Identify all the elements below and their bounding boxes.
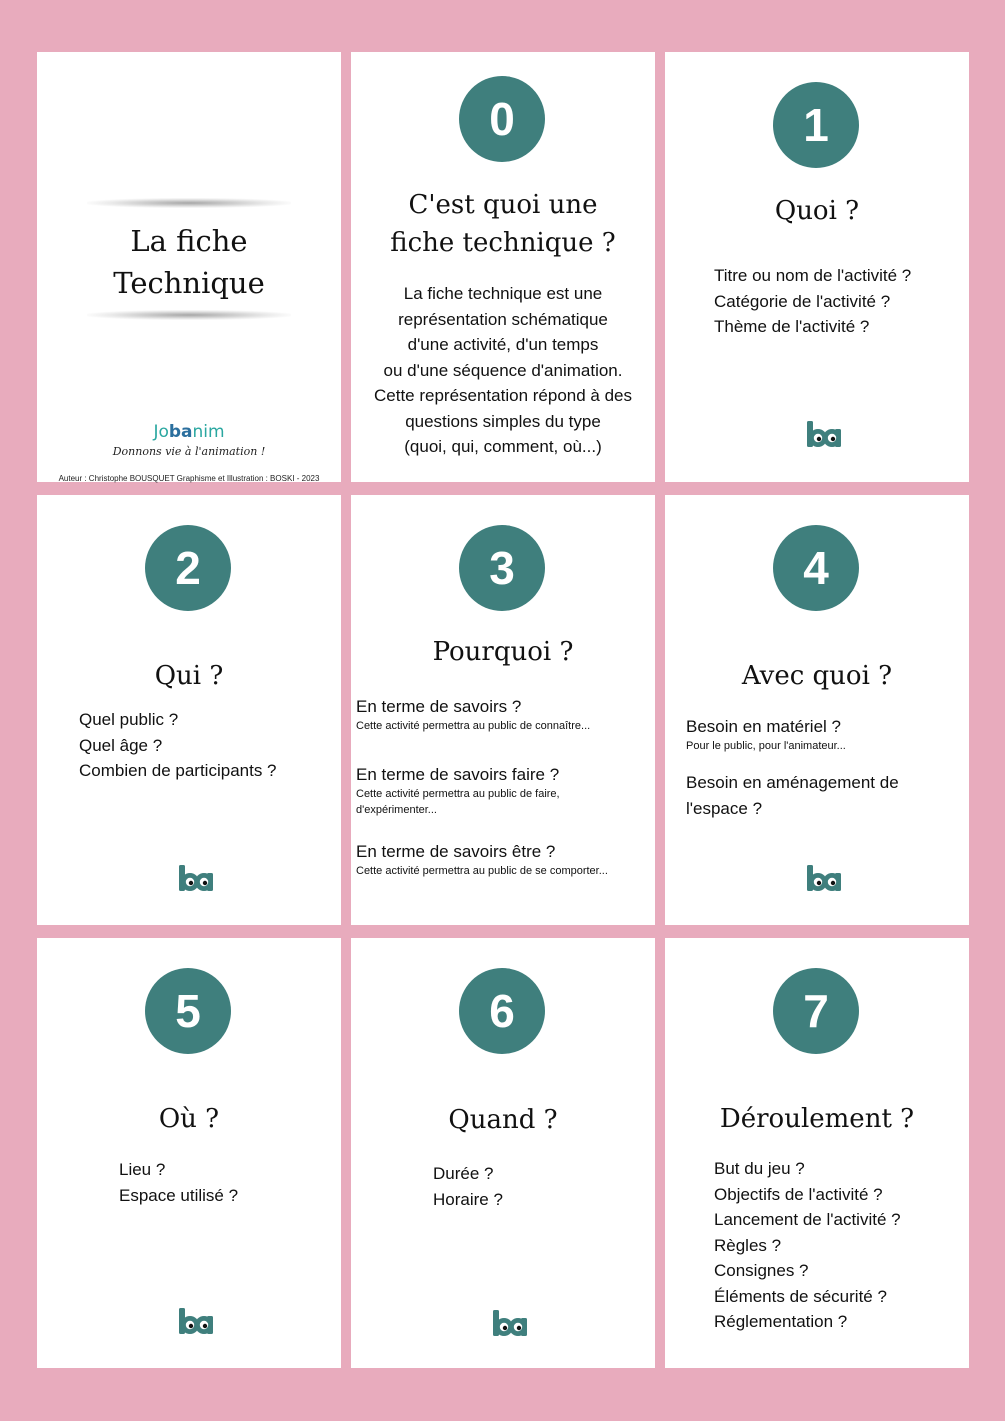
cover-divider-bottom [87,310,291,320]
card-title: Qui ? [154,661,224,691]
brand-tagline: Donnons vie à l'animation ! [112,445,266,458]
number-badge: 2 [145,525,231,611]
card-1 [665,52,969,482]
card-sections: En terme de savoirs ? Cette activité permettra au public de connaître... En terme de savoirs faire ? Cette activité permettra au public de faire, d'expérimenter... En terme de savoirs être ? Cette activité permettra au public de se comporter... [356,697,608,877]
number-badge: 5 [145,968,231,1054]
card-2 [37,495,341,925]
ba-logo-icon [179,865,213,891]
card-title: Quand ? [448,1105,558,1135]
number-badge: 4 [773,525,859,611]
card-title: Pourquoi ? [432,637,574,667]
ba-logo-icon [493,1310,527,1336]
card-questions: Lieu ? Espace utilisé ? [119,1160,239,1205]
ba-logo-icon [807,421,841,447]
card-4 [665,495,969,925]
ba-logo-icon [179,1308,213,1334]
credits: Auteur : Christophe BOUSQUET Graphisme et Illustration : BOSKI - 2023 [58,474,320,483]
card-5 [37,938,341,1368]
number-badge: 6 [459,968,545,1054]
card-questions: Durée ? Horaire ? [433,1164,503,1209]
card-title: Quoi ? [774,196,860,226]
card-7 [665,938,969,1368]
number-badge: 1 [773,82,859,168]
number-badge: 7 [773,968,859,1054]
card-questions: Besoin en matériel ? Pour le public, pour l'animateur... Besoin en aménagement de l'espace ? [686,717,899,818]
card-title: C'est quoi une fiche technique ? [390,190,616,258]
card-0 [351,52,655,482]
card-questions: Quel public ? Quel âge ? Combien de participants ? [79,710,277,780]
card-3 [351,495,655,925]
brand-logo: Jobanim [153,422,225,442]
card-6 [351,938,655,1368]
card-questions: But du jeu ? Objectifs de l'activité ? Lancement de l'activité ? Règles ? Consignes ? Éléments de sécurité ? Réglementation ? [714,1159,901,1331]
card-description: La fiche technique est une représentation schématique d'une activité, d'un temps ou d'une séquence d'animation. Cette représentation répond à des questions simples du type (quoi, qui, comment, où...) [373,284,632,456]
cover-divider-top [87,198,291,208]
ba-logo-icon [807,865,841,891]
card-title: Avec quoi ? [741,661,893,691]
card-title: Déroulement ? [719,1104,915,1134]
number-badge: 0 [459,76,545,162]
cover-card [37,52,341,482]
card-title: Où ? [158,1104,220,1134]
cover-title: La fiche Technique [113,224,265,300]
card-questions: Titre ou nom de l'activité ? Catégorie de l'activité ? Thème de l'activité ? [714,266,912,336]
number-badge: 3 [459,525,545,611]
